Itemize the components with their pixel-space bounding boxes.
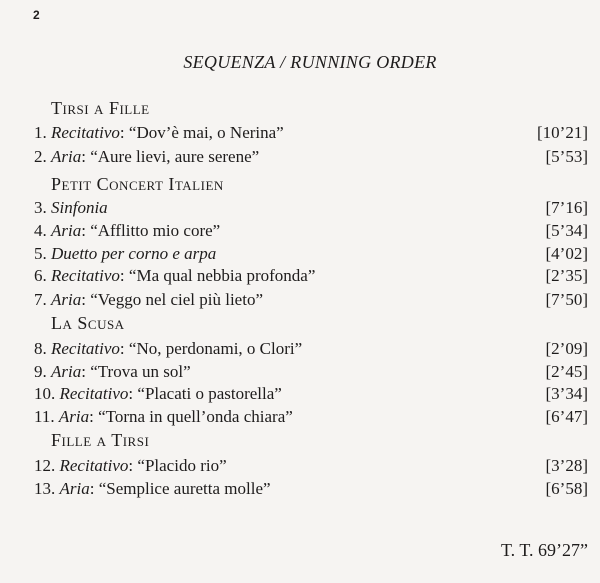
track-row (34, 243, 588, 265)
track-title: “Placido rio” (137, 456, 227, 475)
track-duration: [5’53] (545, 147, 588, 166)
track-form: Sinfonia (51, 198, 108, 217)
track-duration: [3’28] (545, 456, 588, 475)
track-title: “Dov’è mai, o Nerina” (128, 123, 284, 142)
track-title: “Afflitto mio core” (90, 221, 221, 240)
track-number: 9. (34, 362, 47, 381)
track-title: “No, perdonami, o Clori” (128, 339, 303, 358)
track-title: “Veggo nel ciel più lieto” (90, 290, 263, 309)
track-duration: [2’45] (545, 362, 588, 381)
track-form: Aria (51, 147, 82, 166)
track-separator: : (128, 384, 138, 403)
track-number: 4. (34, 221, 47, 240)
track-row (34, 478, 588, 500)
track-separator: : (119, 339, 129, 358)
track-form: Recitativo (51, 266, 120, 285)
track-duration: [6’47] (545, 407, 588, 426)
section-heading-petit-concert-italien: Petit Concert Italien (51, 174, 224, 194)
track-title: “Aure lievi, aure serene” (90, 147, 260, 166)
track-number: 10. (34, 384, 56, 403)
track-form: Aria (51, 362, 82, 381)
track-form: Aria (51, 221, 82, 240)
page-number: 2 (33, 8, 40, 22)
track-duration: [2’35] (545, 266, 588, 285)
track-row (34, 361, 588, 383)
track-separator: : (81, 362, 91, 381)
track-form: Aria (59, 479, 90, 498)
track-form: Aria (58, 407, 90, 426)
track-row (34, 146, 588, 168)
track-title: “Ma qual nebbia profonda” (128, 266, 316, 285)
track-title: “Semplice auretta molle” (98, 479, 271, 498)
track-form: Recitativo (51, 123, 120, 142)
track-number: 12. (34, 456, 56, 475)
track-separator: : (81, 147, 91, 166)
track-row (34, 338, 588, 360)
track-row (34, 383, 588, 405)
track-duration: [7’50] (545, 290, 588, 309)
track-form: Aria (51, 290, 82, 309)
track-form: Recitativo (51, 339, 120, 358)
track-number: 7. (34, 290, 47, 309)
track-separator: : (89, 479, 99, 498)
track-row (34, 265, 588, 287)
track-separator: : (89, 407, 99, 426)
track-title: “Trova un sol” (90, 362, 191, 381)
total-time: T. T. 69’27” (501, 540, 588, 560)
track-duration: [6’58] (545, 479, 588, 498)
track-duration: [7’16] (545, 198, 588, 217)
track-separator: : (81, 290, 91, 309)
track-row (34, 455, 588, 477)
track-separator: : (81, 221, 91, 240)
track-duration: [3’34] (545, 384, 588, 403)
section-heading-tirsi-a-fille: Tirsi a Fille (51, 98, 150, 118)
track-row (34, 197, 588, 219)
page-title: SEQUENZA / RUNNING ORDER (183, 52, 437, 72)
track-number: 1. (34, 123, 47, 142)
track-number: 13. (34, 479, 56, 498)
track-row (34, 220, 588, 242)
track-duration: [2’09] (545, 339, 588, 358)
track-number: 6. (34, 266, 47, 285)
track-form: Recitativo (59, 456, 129, 475)
track-separator: : (128, 456, 138, 475)
track-title: “Placati o pastorella” (137, 384, 282, 403)
track-row (34, 406, 588, 428)
section-heading-fille-a-tirsi: Fille a Tirsi (51, 430, 150, 450)
track-duration: [10’21] (537, 123, 588, 142)
section-heading-la-scusa: La Scusa (51, 313, 125, 333)
track-number: 11. (34, 407, 55, 426)
track-row (34, 289, 588, 311)
track-number: 3. (34, 198, 47, 217)
track-duration: [4’02] (545, 244, 588, 263)
track-number: 2. (34, 147, 47, 166)
track-title: “Torna in quell’onda chiara” (98, 407, 293, 426)
track-form: Recitativo (59, 384, 129, 403)
track-number: 5. (34, 244, 47, 263)
track-row (34, 122, 588, 144)
track-number: 8. (34, 339, 47, 358)
track-duration: [5’34] (545, 221, 588, 240)
track-separator: : (119, 123, 129, 142)
track-form: Duetto per corno e arpa (51, 244, 217, 263)
track-separator: : (119, 266, 129, 285)
